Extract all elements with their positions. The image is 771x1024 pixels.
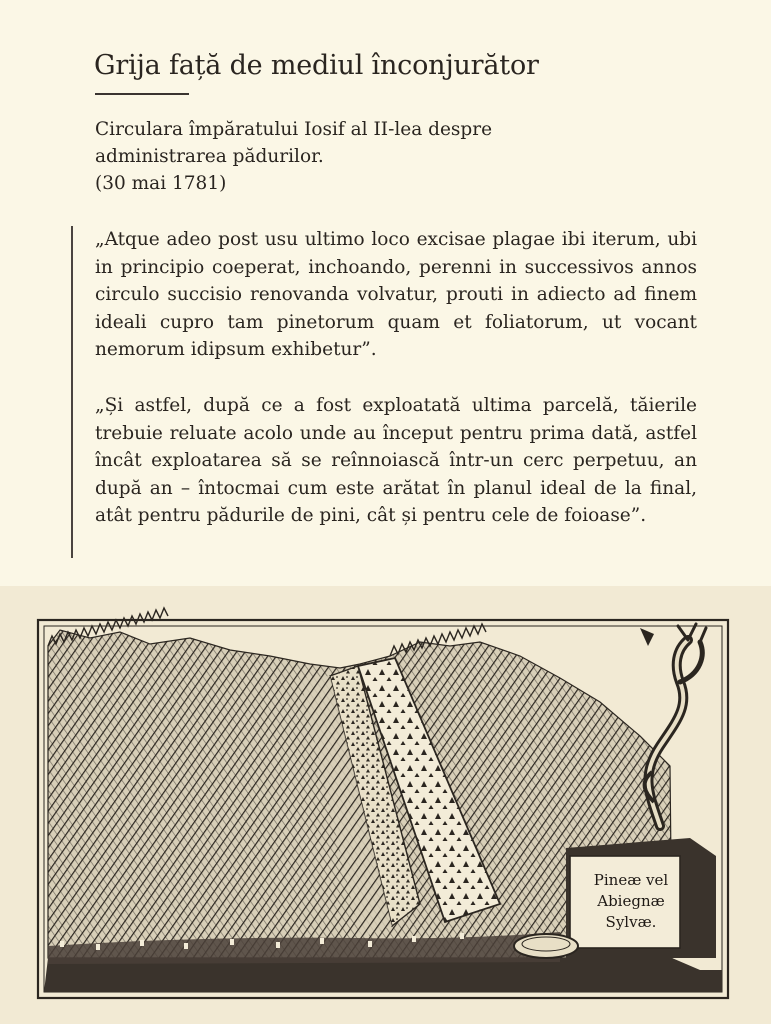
caption-line-1: Pineæ vel bbox=[593, 871, 669, 889]
forest-engraving bbox=[0, 586, 771, 1024]
intro-line-1: Circulara împăratului Iosif al II-lea despre bbox=[95, 119, 493, 140]
intro-line-2: administrarea pădurilor. bbox=[95, 146, 324, 167]
forest-engraving-drawing bbox=[0, 586, 771, 1024]
page-title: Grija față de mediul înconjurător bbox=[94, 50, 539, 81]
caption-line-3: Sylvæ. bbox=[605, 913, 657, 931]
quote-vertical-rule bbox=[71, 226, 73, 558]
engraving-caption bbox=[579, 860, 683, 940]
quote-romanian: „Și astfel, după ce a fost exploatată ultima parcelă, tăierile trebuie reluate acolo unde au început pentru prima dată, astfel încât exploatarea să se reînnoiască într-un cerc perpetuu, an după an – întocmai cum este arătat în planul ideal de la final, atât pentru pădurile de pini, cât și pentru cele de foioase”. bbox=[95, 395, 697, 526]
caption-line-2: Abiegnæ bbox=[597, 892, 665, 910]
intro-text bbox=[95, 116, 655, 197]
quote-latin: „Atque adeo post usu ultimo loco excisae plagae ibi iterum, ubi in principio coeperat, inchoando, perenni in successivos annos circulo succisio renovanda volvatur, prouti in adiecto ad finem ideali cupro tam pinetorum quam et foliatorum, ut vocant nemorum idipsum exhibetur”. bbox=[95, 229, 697, 360]
intro-line-3: (30 mai 1781) bbox=[95, 173, 227, 194]
title-underline bbox=[95, 93, 189, 95]
